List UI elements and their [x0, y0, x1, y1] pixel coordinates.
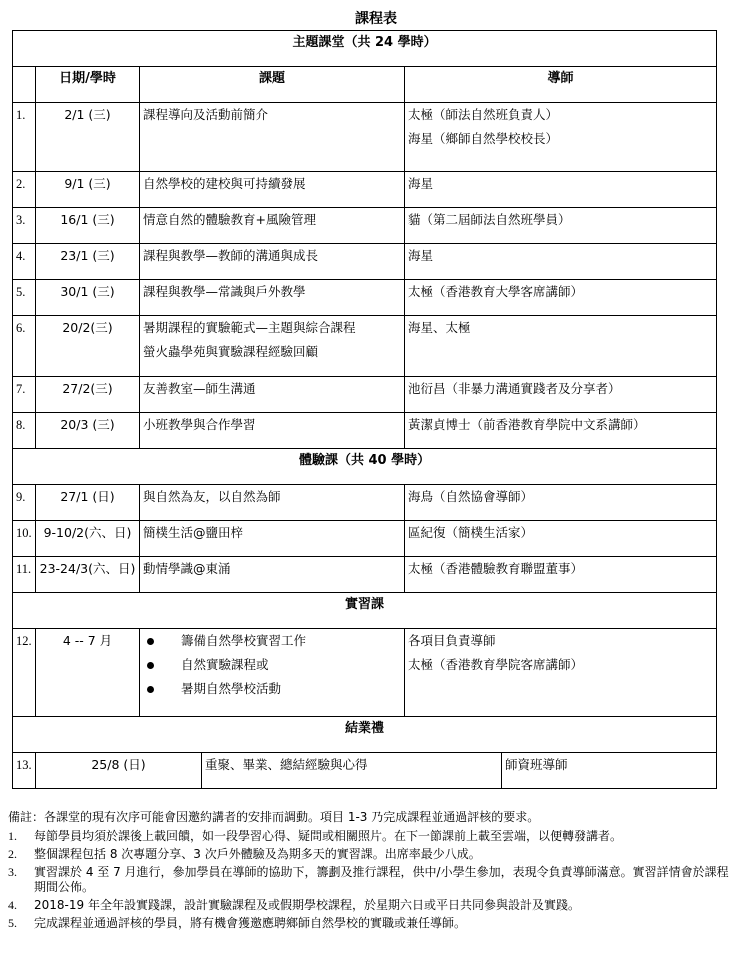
section-graduation: [13, 717, 717, 753]
tutor-line: 海鳥（自然協會導師）: [408, 489, 534, 504]
row-topic: [140, 377, 405, 413]
topic-line: 螢火蟲學苑與實驗課程經驗回顧: [143, 344, 319, 359]
row-topic: [140, 485, 405, 521]
row-date: 27/2(三): [36, 377, 140, 413]
table-row: [13, 244, 717, 280]
row-date: 9-10/2(六、日): [36, 521, 140, 557]
topic-line: 小班教學與合作學習: [143, 417, 256, 432]
bullet-icon: [147, 662, 154, 669]
tutor-line: 海星: [408, 176, 434, 191]
row-topic: [140, 557, 405, 593]
row-number: 8.: [13, 413, 36, 449]
section-practicum: [13, 593, 717, 629]
note-number: 1.: [8, 829, 17, 843]
row-topic: [140, 316, 405, 377]
table-row: [13, 413, 717, 449]
bullet-item: [143, 629, 401, 653]
header-date: 日期/學時: [36, 67, 140, 103]
section-practicum-title: 實習課: [13, 593, 717, 629]
row-number: 6.: [13, 316, 36, 377]
bullet-item: [143, 653, 401, 677]
row-tutor: [405, 557, 717, 593]
row-topic: [140, 172, 405, 208]
table-row: [13, 208, 717, 244]
topic-line: 友善教室—師生溝通: [143, 381, 256, 396]
bullet-icon: [147, 686, 154, 693]
note-item: [8, 865, 738, 895]
header-topic: 課題: [140, 67, 405, 103]
section-themed-classes-title: 主題課堂（共 24 學時）: [13, 31, 717, 67]
row-number: 10.: [13, 521, 36, 557]
note-item: [8, 898, 738, 913]
row-tutor: [405, 280, 717, 316]
tutor-line: 太極（香港體驗教育聯盟董事）: [408, 561, 584, 576]
table-row: [13, 172, 717, 208]
tutor-line: 貓（第二屆師法自然班學員）: [408, 212, 571, 227]
topic-line: 動情學識@東涌: [143, 561, 231, 576]
notes: [8, 810, 738, 934]
row-topic: [140, 521, 405, 557]
table-row: [13, 280, 717, 316]
row-tutor: [405, 521, 717, 557]
row-tutor: [405, 629, 717, 717]
row-tutor: [405, 103, 717, 172]
row-date: 23/1 (三): [36, 244, 140, 280]
table-row: [13, 485, 717, 521]
row-number: 9.: [13, 485, 36, 521]
section-graduation-title: 結業禮: [13, 717, 717, 753]
topic-line: 自然學校的建校與可持續發展: [143, 176, 306, 191]
row-number: 2.: [13, 172, 36, 208]
row-number: 13.: [13, 753, 36, 789]
row-topic: [140, 208, 405, 244]
row-date: 4 -- 7 月: [36, 629, 140, 717]
row-topic: [140, 103, 405, 172]
row-date: 9/1 (三): [36, 172, 140, 208]
note-text: 實習課於 4 至 7 月進行，參加學員在導師的協助下，籌劃及推行課程，供中/小學生參加，表現令負責導師滿意。實習詳情會於課程期間公佈。: [34, 865, 729, 894]
row-tutor: [405, 172, 717, 208]
table-row: [13, 103, 717, 172]
tutor-line: 區紀復（簡樸生活家）: [408, 525, 534, 540]
header-tutor: 導師: [405, 67, 717, 103]
section-experiential: [13, 449, 717, 485]
row-tutor: [405, 413, 717, 449]
note-text: 整個課程包括 8 次專題分享、3 次戶外體驗及為期多天的實習課。出席率最少八成。: [34, 847, 481, 861]
row-date: 16/1 (三): [36, 208, 140, 244]
row-number: 1.: [13, 103, 36, 172]
table-row: [13, 557, 717, 593]
note-number: 2.: [8, 847, 17, 861]
topic-line: 課程與教學—常識與戶外教學: [143, 284, 306, 299]
table-row: [13, 753, 717, 789]
note-number: 3.: [8, 865, 17, 879]
row-tutor: [405, 208, 717, 244]
row-tutor: [405, 244, 717, 280]
row-number: 3.: [13, 208, 36, 244]
row-tutor: [405, 377, 717, 413]
topic-line: 課程與教學—教師的溝通與成長: [143, 248, 319, 263]
topic-line: 暑期課程的實驗範式—主題與綜合課程: [143, 320, 356, 335]
note-text: 完成課程並通過評核的學員，將有機會獲邀應聘鄉師自然學校的實職或兼任導師。: [34, 916, 467, 930]
notes-remark: 備註：各課堂的現有次序可能會因邀約講者的安排而調動。項目 1-3 乃完成課程並通過評核的要求。: [8, 810, 540, 824]
topic-line: 簡樸生活@鹽田梓: [143, 525, 244, 540]
row-date: 20/2(三): [36, 316, 140, 377]
section-themed-classes: [13, 31, 717, 67]
row-topic: [140, 413, 405, 449]
row-topic: [140, 244, 405, 280]
tutor-line: 海星、太極: [408, 320, 471, 335]
note-number: 4.: [8, 898, 17, 912]
row-date: 25/8 (日): [36, 753, 202, 789]
table-row: [13, 629, 717, 717]
tutor-line: 太極（香港教育學院客席講師）: [408, 657, 584, 672]
row-date: 27/1 (日): [36, 485, 140, 521]
note-text: 2018-19 年全年設實踐課，設計實驗課程及或假期學校課程，於星期六日或平日共同參與設計及實踐。: [34, 898, 580, 912]
row-number: 11.: [13, 557, 36, 593]
row-number: 5.: [13, 280, 36, 316]
row-topic: 重聚、畢業、總結經驗與心得: [202, 753, 502, 789]
tutor-line: 池衍昌（非暴力溝通實踐者及分享者）: [408, 381, 621, 396]
bullet-text: 籌備自然學校實習工作: [181, 633, 307, 648]
row-date: 30/1 (三): [36, 280, 140, 316]
topic-line: 情意自然的體驗教育+風險管理: [143, 212, 316, 227]
row-date: 20/3 (三): [36, 413, 140, 449]
note-item: [8, 829, 738, 844]
row-date: 2/1 (三): [36, 103, 140, 172]
tutor-line: 海星: [408, 248, 434, 263]
tutor-line: 太極（師法自然班負責人）: [408, 107, 559, 122]
row-topic: [140, 280, 405, 316]
tutor-line: 太極（香港教育大學客席講師）: [408, 284, 584, 299]
bullet-text: 暑期自然學校活動: [181, 681, 282, 696]
header-row: [13, 67, 717, 103]
bullet-icon: [147, 638, 154, 645]
row-tutor: [405, 485, 717, 521]
note-number: 5.: [8, 916, 17, 930]
section-experiential-title: 體驗課（共 40 學時）: [13, 449, 717, 485]
page-title: 課程表: [355, 11, 397, 27]
row-topic: [140, 629, 405, 717]
topic-line: 與自然為友，以自然為師: [143, 489, 281, 504]
topic-line: 課程導向及活動前簡介: [143, 107, 269, 122]
table-row: [13, 521, 717, 557]
bullet-item: [143, 677, 401, 701]
row-number: 7.: [13, 377, 36, 413]
row-number: 12.: [13, 629, 36, 717]
note-item: [8, 847, 738, 862]
tutor-line: 各項目負責導師: [408, 633, 496, 648]
bullet-text: 自然實驗課程或: [181, 657, 269, 672]
note-text: 每節學員均須於課後上載回饋，如一段學習心得、疑問或相關照片。在下一節課前上載至雲端，以便轉發講者。: [34, 829, 623, 843]
row-date: 23-24/3(六、日): [36, 557, 140, 593]
tutor-line: 黃潔貞博士（前香港教育學院中文系講師）: [408, 417, 646, 432]
row-tutor: 師資班導師: [502, 753, 717, 789]
note-item: [8, 916, 738, 931]
header-blank: [13, 67, 36, 103]
row-tutor: [405, 316, 717, 377]
row-number: 4.: [13, 244, 36, 280]
table-row: [13, 316, 717, 377]
table-row: [13, 377, 717, 413]
schedule-table: [12, 30, 717, 789]
tutor-line: 海星（鄉師自然學校校長）: [408, 131, 559, 146]
